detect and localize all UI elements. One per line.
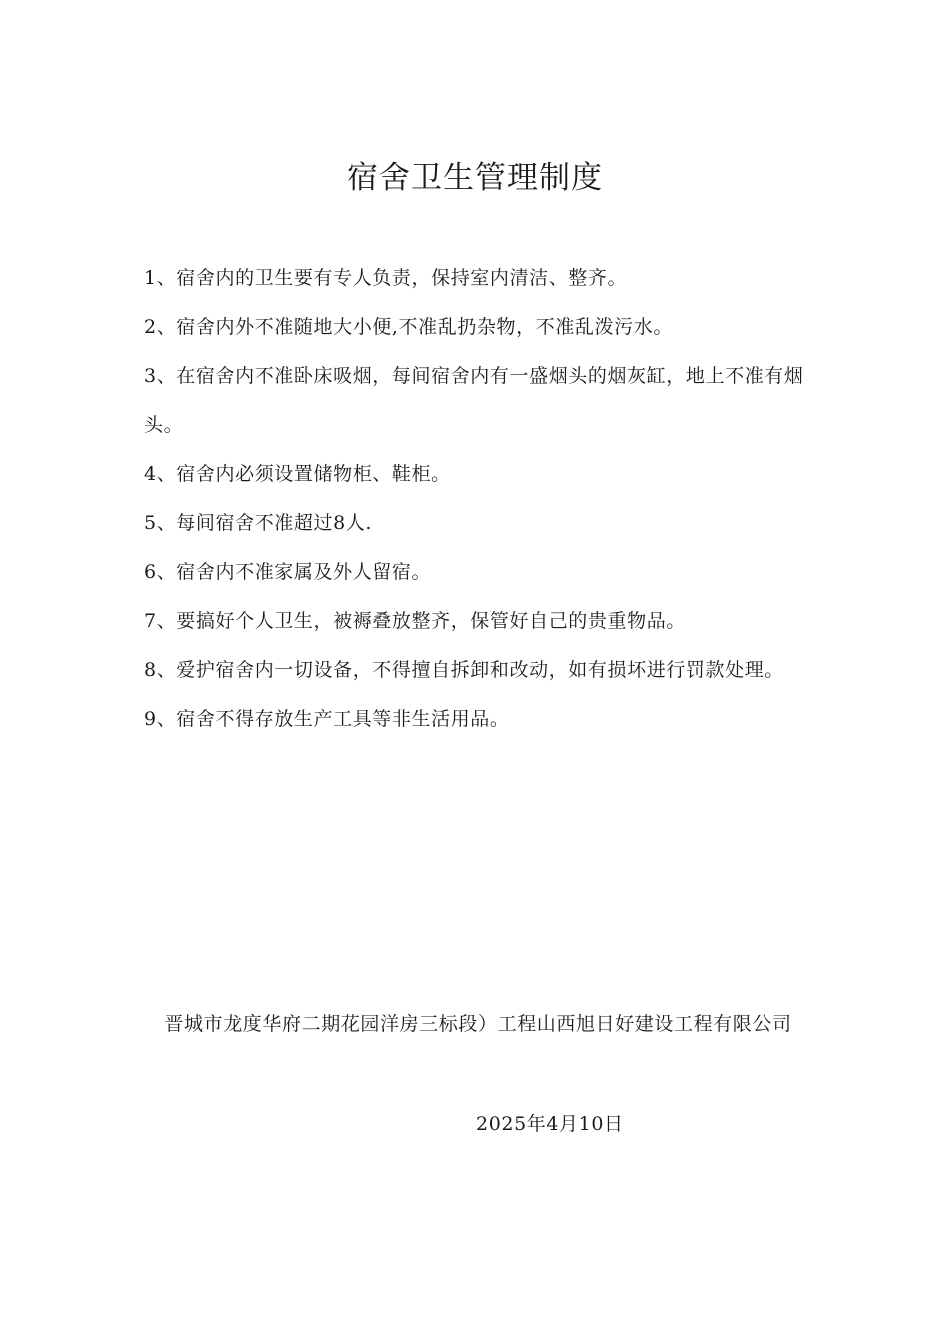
rules-list (144, 254, 812, 744)
rule-item-5: 5、每间宿舍不准超过8人. (144, 512, 373, 534)
rule-item-4: 4、宿舍内必须设置储物柜、鞋柜。 (144, 463, 451, 485)
rule-item-2: 2、宿舍内外不准随地大小便,不准乱扔杂物，不准乱泼污水。 (144, 316, 673, 338)
rule-item-6: 6、宿舍内不准家属及外人留宿。 (144, 561, 432, 583)
rule-item-9: 9、宿舍不得存放生产工具等非生活用品。 (144, 708, 510, 730)
company-signature: 晋城市龙度华府二期花园洋房三标段）工程山西旭日好建设工程有限公司 (164, 1013, 792, 1035)
rule-item-8: 8、爱护宿舍内一切设备，不得擅自拆卸和改动，如有损坏进行罚款处理。 (144, 659, 784, 681)
rule-item-1: 1、宿舍内的卫生要有专人负责，保持室内清洁、整齐。 (144, 267, 628, 289)
document-title: 宿舍卫生管理制度 (347, 160, 603, 196)
rule-item-3: 3、在宿舍内不准卧床吸烟，每间宿舍内有一盛烟头的烟灰缸，地上不准有烟头。 (144, 365, 804, 436)
rule-item-7: 7、要搞好个人卫生，被褥叠放整齐，保管好自己的贵重物品。 (144, 610, 686, 632)
document-date: 2025年4月10日 (476, 1113, 624, 1135)
